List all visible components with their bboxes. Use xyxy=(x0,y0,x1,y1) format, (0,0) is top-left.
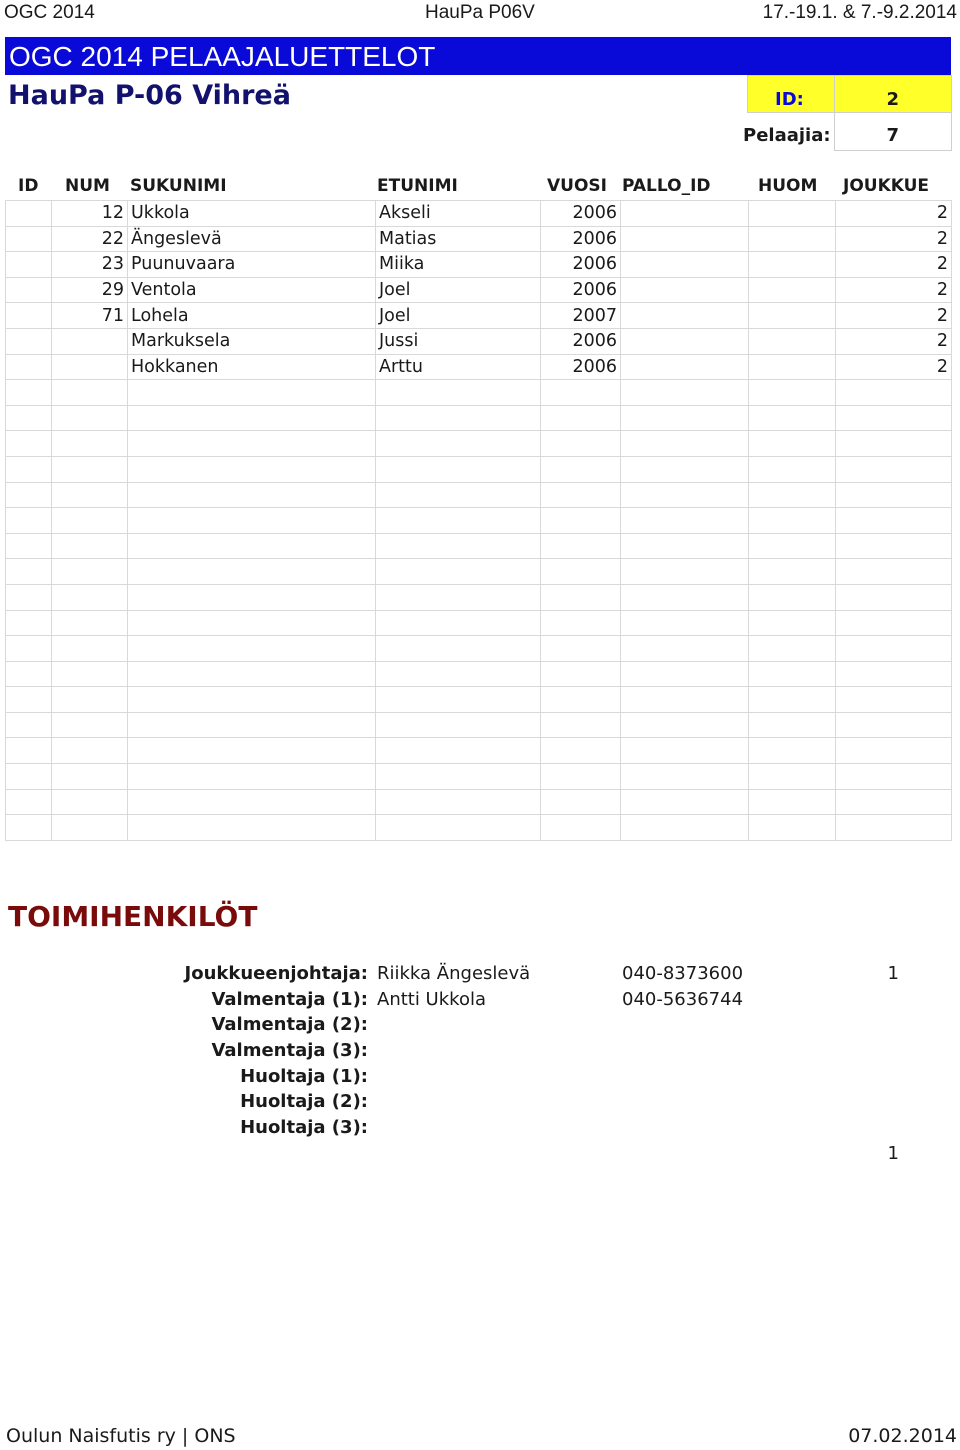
empty-cell xyxy=(52,405,128,431)
cell-id xyxy=(6,277,52,303)
empty-cell xyxy=(128,456,376,482)
cell-vuosi: 2006 xyxy=(541,226,621,252)
empty-cell xyxy=(52,456,128,482)
cell-etunimi: Akseli xyxy=(376,201,541,227)
empty-row xyxy=(6,687,952,713)
team-id-value: 2 xyxy=(886,89,899,110)
empty-cell xyxy=(749,456,836,482)
empty-cell xyxy=(52,559,128,585)
empty-cell xyxy=(621,687,749,713)
staff-role-label: Joukkueenjohtaja: xyxy=(184,963,368,984)
empty-cell xyxy=(749,482,836,508)
empty-cell xyxy=(6,636,52,662)
empty-cell xyxy=(836,687,952,713)
cell-id xyxy=(6,226,52,252)
empty-cell xyxy=(376,610,541,636)
cell-num: 29 xyxy=(52,277,128,303)
cell-sukunimi: Markuksela xyxy=(128,328,376,354)
player-row xyxy=(6,303,952,329)
empty-cell xyxy=(128,584,376,610)
empty-cell xyxy=(52,508,128,534)
cell-vuosi: 2006 xyxy=(541,354,621,380)
cell-id xyxy=(6,354,52,380)
staff-role-label: Valmentaja (3): xyxy=(211,1040,368,1061)
empty-cell xyxy=(749,789,836,815)
empty-cell xyxy=(749,584,836,610)
empty-cell xyxy=(621,764,749,790)
col-header-joukkue: JOUKKUE xyxy=(843,176,930,196)
empty-cell xyxy=(749,431,836,457)
cell-joukkue: 2 xyxy=(836,303,952,329)
cell-pallo-id xyxy=(621,277,749,303)
empty-cell xyxy=(621,431,749,457)
staff-role-label: Huoltaja (2): xyxy=(240,1091,368,1112)
col-header-pallo-id: PALLO_ID xyxy=(622,176,711,196)
empty-cell xyxy=(128,661,376,687)
empty-cell xyxy=(836,815,952,841)
empty-cell xyxy=(541,405,621,431)
empty-cell xyxy=(6,533,52,559)
empty-cell xyxy=(836,508,952,534)
empty-cell xyxy=(541,687,621,713)
col-header-etunimi: ETUNIMI xyxy=(377,176,458,196)
empty-cell xyxy=(376,764,541,790)
empty-cell xyxy=(52,636,128,662)
empty-row xyxy=(6,712,952,738)
empty-cell xyxy=(52,533,128,559)
empty-cell xyxy=(6,456,52,482)
empty-row xyxy=(6,610,952,636)
empty-cell xyxy=(541,661,621,687)
cell-joukkue: 2 xyxy=(836,328,952,354)
cell-pallo-id xyxy=(621,328,749,354)
empty-cell xyxy=(836,738,952,764)
empty-cell xyxy=(52,789,128,815)
empty-row xyxy=(6,456,952,482)
header-team-code: HauPa P06V xyxy=(425,2,535,23)
cell-num: 23 xyxy=(52,252,128,278)
cell-huom xyxy=(749,328,836,354)
empty-cell xyxy=(128,380,376,406)
empty-cell xyxy=(128,789,376,815)
col-header-huom: HUOM xyxy=(758,176,818,196)
empty-cell xyxy=(376,636,541,662)
cell-pallo-id xyxy=(621,303,749,329)
empty-cell xyxy=(128,610,376,636)
cell-pallo-id xyxy=(621,354,749,380)
empty-cell xyxy=(621,789,749,815)
cell-etunimi: Joel xyxy=(376,303,541,329)
cell-sukunimi: Ängeslevä xyxy=(128,226,376,252)
player-row xyxy=(6,226,952,252)
empty-cell xyxy=(376,712,541,738)
empty-cell xyxy=(836,456,952,482)
empty-cell xyxy=(541,482,621,508)
empty-row xyxy=(6,380,952,406)
footer-date: 07.02.2014 xyxy=(848,1425,957,1447)
player-row xyxy=(6,277,952,303)
empty-cell xyxy=(749,380,836,406)
empty-cell xyxy=(52,738,128,764)
team-id-label: ID: xyxy=(775,89,804,110)
empty-cell xyxy=(128,405,376,431)
empty-cell xyxy=(749,661,836,687)
empty-cell xyxy=(6,380,52,406)
staff-role-label: Valmentaja (1): xyxy=(211,989,368,1010)
empty-cell xyxy=(6,584,52,610)
empty-cell xyxy=(376,789,541,815)
empty-cell xyxy=(6,712,52,738)
empty-cell xyxy=(621,456,749,482)
cell-sukunimi: Ventola xyxy=(128,277,376,303)
player-row xyxy=(6,201,952,227)
cell-etunimi: Miika xyxy=(376,252,541,278)
empty-cell xyxy=(541,584,621,610)
empty-cell xyxy=(749,533,836,559)
cell-num: 12 xyxy=(52,201,128,227)
empty-cell xyxy=(128,559,376,585)
empty-cell xyxy=(376,482,541,508)
staff-role-label: Huoltaja (1): xyxy=(240,1066,368,1087)
cell-sukunimi: Ukkola xyxy=(128,201,376,227)
empty-cell xyxy=(541,533,621,559)
empty-cell xyxy=(836,610,952,636)
cell-joukkue: 2 xyxy=(836,252,952,278)
empty-cell xyxy=(52,661,128,687)
empty-row xyxy=(6,533,952,559)
empty-cell xyxy=(836,661,952,687)
empty-row xyxy=(6,764,952,790)
player-table xyxy=(5,200,952,841)
empty-cell xyxy=(836,789,952,815)
cell-vuosi: 2006 xyxy=(541,328,621,354)
empty-cell xyxy=(621,636,749,662)
empty-cell xyxy=(836,764,952,790)
cell-huom xyxy=(749,354,836,380)
empty-cell xyxy=(6,405,52,431)
cell-pallo-id xyxy=(621,226,749,252)
cell-num xyxy=(52,328,128,354)
cell-etunimi: Joel xyxy=(376,277,541,303)
empty-cell xyxy=(541,789,621,815)
cell-joukkue: 2 xyxy=(836,277,952,303)
empty-row xyxy=(6,482,952,508)
empty-cell xyxy=(541,508,621,534)
cell-sukunimi: Puunuvaara xyxy=(128,252,376,278)
staff-total: 1 xyxy=(887,1143,899,1164)
empty-cell xyxy=(128,533,376,559)
empty-cell xyxy=(128,508,376,534)
empty-row xyxy=(6,559,952,585)
empty-cell xyxy=(6,764,52,790)
header-event: OGC 2014 xyxy=(4,2,95,23)
empty-cell xyxy=(52,764,128,790)
cell-joukkue: 2 xyxy=(836,201,952,227)
staff-role-label: Valmentaja (2): xyxy=(211,1014,368,1035)
cell-sukunimi: Lohela xyxy=(128,303,376,329)
empty-cell xyxy=(376,584,541,610)
empty-cell xyxy=(6,661,52,687)
empty-cell xyxy=(52,380,128,406)
empty-cell xyxy=(541,815,621,841)
footer-organization: Oulun Naisfutis ry | ONS xyxy=(6,1425,236,1447)
cell-id xyxy=(6,328,52,354)
cell-id xyxy=(6,252,52,278)
cell-id xyxy=(6,303,52,329)
empty-cell xyxy=(621,738,749,764)
empty-cell xyxy=(52,815,128,841)
empty-row xyxy=(6,661,952,687)
empty-cell xyxy=(6,738,52,764)
cell-num xyxy=(52,354,128,380)
empty-cell xyxy=(836,712,952,738)
empty-cell xyxy=(541,380,621,406)
empty-cell xyxy=(541,431,621,457)
empty-cell xyxy=(128,764,376,790)
empty-cell xyxy=(52,482,128,508)
player-row xyxy=(6,252,952,278)
empty-cell xyxy=(749,687,836,713)
empty-cell xyxy=(541,712,621,738)
cell-sukunimi: Hokkanen xyxy=(128,354,376,380)
col-header-id: ID xyxy=(18,176,39,196)
empty-cell xyxy=(749,508,836,534)
staff-title: TOIMIHENKILÖT xyxy=(8,900,258,933)
banner-title: OGC 2014 PELAAJALUETTELOT xyxy=(9,41,436,72)
empty-cell xyxy=(836,482,952,508)
cell-vuosi: 2006 xyxy=(541,277,621,303)
cell-id xyxy=(6,201,52,227)
empty-cell xyxy=(621,405,749,431)
empty-cell xyxy=(52,584,128,610)
empty-row xyxy=(6,431,952,457)
cell-pallo-id xyxy=(621,201,749,227)
empty-cell xyxy=(836,405,952,431)
empty-cell xyxy=(52,431,128,457)
empty-cell xyxy=(621,559,749,585)
empty-cell xyxy=(52,610,128,636)
empty-cell xyxy=(621,661,749,687)
cell-vuosi: 2006 xyxy=(541,252,621,278)
cell-huom xyxy=(749,277,836,303)
team-name: HauPa P-06 Vihreä xyxy=(8,80,291,111)
empty-cell xyxy=(621,584,749,610)
empty-cell xyxy=(749,764,836,790)
empty-cell xyxy=(836,559,952,585)
empty-cell xyxy=(52,687,128,713)
empty-cell xyxy=(836,636,952,662)
empty-cell xyxy=(6,431,52,457)
empty-cell xyxy=(836,431,952,457)
cell-pallo-id xyxy=(621,252,749,278)
staff-name: Antti Ukkola xyxy=(377,989,486,1010)
cell-num: 22 xyxy=(52,226,128,252)
player-row xyxy=(6,354,952,380)
empty-cell xyxy=(376,738,541,764)
team-id-divider xyxy=(834,75,835,113)
col-header-sukunimi: SUKUNIMI xyxy=(130,176,227,196)
empty-cell xyxy=(128,431,376,457)
empty-cell xyxy=(621,610,749,636)
cell-etunimi: Matias xyxy=(376,226,541,252)
empty-cell xyxy=(376,405,541,431)
empty-cell xyxy=(128,482,376,508)
empty-cell xyxy=(376,815,541,841)
empty-cell xyxy=(836,533,952,559)
empty-cell xyxy=(621,533,749,559)
player-row xyxy=(6,328,952,354)
empty-row xyxy=(6,508,952,534)
empty-cell xyxy=(128,815,376,841)
empty-cell xyxy=(621,482,749,508)
cell-joukkue: 2 xyxy=(836,354,952,380)
empty-cell xyxy=(52,712,128,738)
cell-vuosi: 2006 xyxy=(541,201,621,227)
empty-cell xyxy=(541,610,621,636)
cell-etunimi: Arttu xyxy=(376,354,541,380)
staff-role-label: Huoltaja (3): xyxy=(240,1117,368,1138)
empty-cell xyxy=(836,380,952,406)
empty-cell xyxy=(621,815,749,841)
empty-row xyxy=(6,584,952,610)
cell-vuosi: 2007 xyxy=(541,303,621,329)
empty-cell xyxy=(541,456,621,482)
staff-name: Riikka Ängeslevä xyxy=(377,963,531,984)
empty-cell xyxy=(376,508,541,534)
col-header-num: NUM xyxy=(65,176,110,196)
empty-cell xyxy=(376,431,541,457)
empty-row xyxy=(6,815,952,841)
empty-cell xyxy=(6,687,52,713)
empty-cell xyxy=(749,712,836,738)
empty-cell xyxy=(749,738,836,764)
empty-cell xyxy=(376,533,541,559)
empty-cell xyxy=(376,456,541,482)
empty-cell xyxy=(6,789,52,815)
staff-phone: 040-5636744 xyxy=(622,989,744,1010)
empty-cell xyxy=(6,610,52,636)
empty-cell xyxy=(6,815,52,841)
empty-cell xyxy=(541,738,621,764)
empty-cell xyxy=(749,405,836,431)
empty-row xyxy=(6,738,952,764)
col-header-vuosi: VUOSI xyxy=(547,176,607,196)
empty-cell xyxy=(836,584,952,610)
empty-cell xyxy=(376,687,541,713)
empty-row xyxy=(6,636,952,662)
cell-huom xyxy=(749,226,836,252)
empty-cell xyxy=(128,738,376,764)
empty-cell xyxy=(621,712,749,738)
empty-cell xyxy=(128,687,376,713)
empty-cell xyxy=(541,636,621,662)
cell-num: 71 xyxy=(52,303,128,329)
empty-cell xyxy=(376,380,541,406)
empty-cell xyxy=(376,661,541,687)
empty-cell xyxy=(128,712,376,738)
empty-cell xyxy=(749,815,836,841)
cell-joukkue: 2 xyxy=(836,226,952,252)
empty-cell xyxy=(749,559,836,585)
cell-huom xyxy=(749,303,836,329)
empty-cell xyxy=(541,559,621,585)
empty-cell xyxy=(749,610,836,636)
cell-huom xyxy=(749,252,836,278)
cell-huom xyxy=(749,201,836,227)
cell-etunimi: Jussi xyxy=(376,328,541,354)
empty-cell xyxy=(6,482,52,508)
empty-row xyxy=(6,789,952,815)
staff-phone: 040-8373600 xyxy=(622,963,744,984)
empty-cell xyxy=(621,508,749,534)
player-count-label: Pelaajia: xyxy=(743,125,831,146)
empty-cell xyxy=(541,764,621,790)
empty-cell xyxy=(621,380,749,406)
empty-cell xyxy=(749,636,836,662)
empty-cell xyxy=(128,636,376,662)
empty-cell xyxy=(6,508,52,534)
staff-count: 1 xyxy=(887,963,899,984)
player-count-value: 7 xyxy=(886,125,899,146)
header-dates: 17.-19.1. & 7.-9.2.2014 xyxy=(762,2,957,23)
empty-cell xyxy=(6,559,52,585)
empty-cell xyxy=(376,559,541,585)
empty-row xyxy=(6,405,952,431)
